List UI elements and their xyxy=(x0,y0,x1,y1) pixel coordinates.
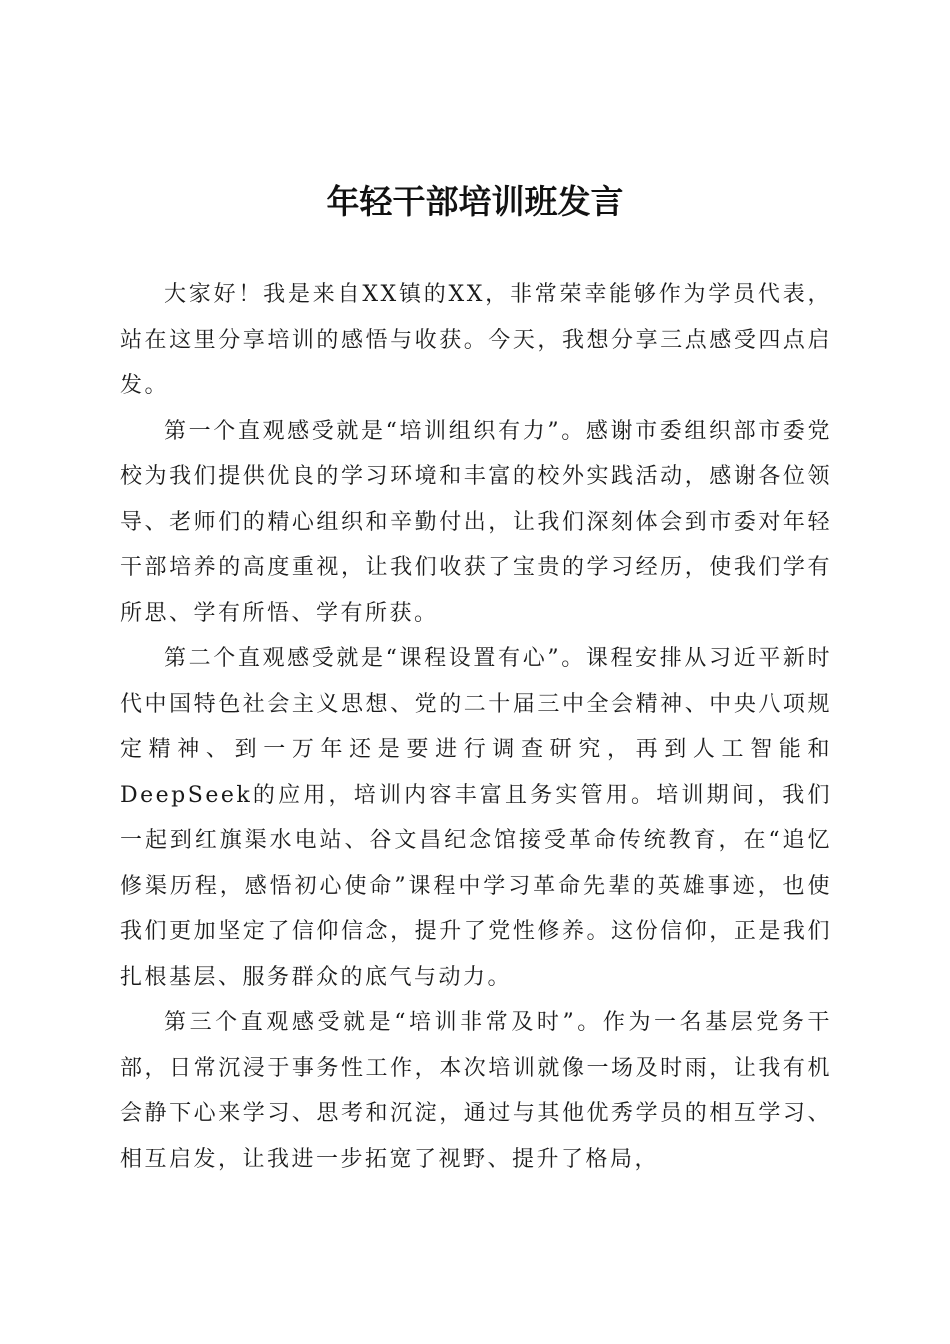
paragraph-greeting: 大家好！我是来自XX镇的XX，非常荣幸能够作为学员代表，站在这里分享培训的感悟与收获。今天，我想分享三点感受四点启发。 xyxy=(120,282,832,398)
document-title: 年轻干部培训班发言 xyxy=(326,182,624,221)
paragraph-third-feeling: 第三个直观感受就是“培训非常及时”。作为一名基层党务干部，日常沉浸于事务性工作，本次培训就像一场及时雨，让我有机会静下心来学习、思考和沉淀，通过与其他优秀学员的相互学习、相互启发，让我进一步拓宽了视野、提升了格局， xyxy=(120,1010,832,1172)
paragraph-first-feeling: 第一个直观感受就是“培训组织有力”。感谢市委组织部市委党校为我们提供优良的学习环境和丰富的校外实践活动，感谢各位领导、老师们的精心组织和辛勤付出，让我们深刻体会到市委对年轻干部培养的高度重视，让我们收获了宝贵的学习经历，使我们学有所思、学有所悟、学有所获。 xyxy=(120,418,832,626)
paragraph-second-feeling: 第二个直观感受就是“课程设置有心”。课程安排从习近平新时代中国特色社会主义思想、党的二十届三中全会精神、中央八项规定精神、到一万年还是要进行调查研究，再到人工智能和DeepSeek的应用，培训内容丰富且务实管用。培训期间，我们一起到红旗渠水电站、谷文昌纪念馆接受革命传统教育，在“追忆修渠历程，感悟初心使命”课程中学习革命先辈的英雄事迹，也使我们更加坚定了信仰信念，提升了党性修养。这份信仰，正是我们扎根基层、服务群众的底气与动力。 xyxy=(120,646,832,990)
document-body xyxy=(120,272,832,1182)
